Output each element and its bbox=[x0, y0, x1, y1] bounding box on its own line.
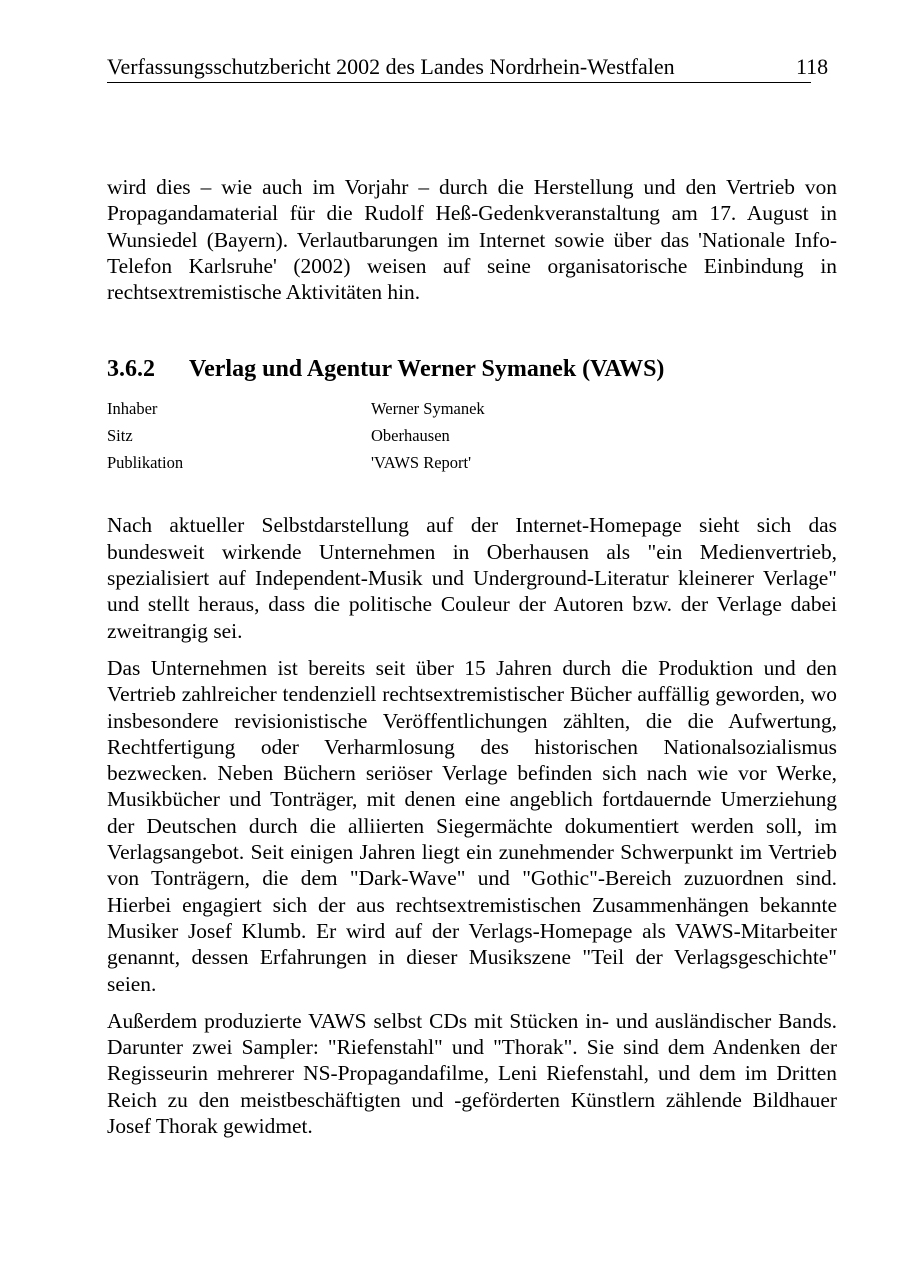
facts-row bbox=[107, 449, 485, 476]
header-title: Verfassungsschutzbericht 2002 des Landes Nordrhein-Westfalen bbox=[107, 54, 675, 79]
section-title: Verlag und Agentur Werner Symanek (VAWS) bbox=[189, 356, 665, 383]
page-content bbox=[107, 174, 837, 1139]
facts-table bbox=[107, 395, 485, 476]
fact-label: Inhaber bbox=[107, 399, 158, 419]
section-number: 3.6.2 bbox=[107, 356, 155, 383]
facts-row bbox=[107, 395, 485, 422]
page-number: 118 bbox=[796, 54, 829, 79]
page-header bbox=[107, 52, 811, 83]
fact-value: Oberhausen bbox=[371, 426, 450, 446]
section-heading bbox=[107, 353, 837, 385]
body-paragraph: Nach aktueller Selbstdarstellung auf der Internet-Homepage sieht sich das bundesweit wirkende Unternehmen in Oberhausen als "ein Medienvertrieb, spezialisiert auf Independent-Musik und Underground-Literatur kleinerer Verlage" und stellt heraus, dass die politische Couleur der Autoren bzw. der Verlage dabei zweitrangig sei. bbox=[107, 513, 837, 643]
body-paragraph: Das Unternehmen ist bereits seit über 15 Jahren durch die Produktion und den Vertrieb zahlreicher tendenziell rechtsextremistischer Bücher auffällig geworden, wo insbesondere revisionistische Veröffentlichungen zählten, die die Aufwertung, Rechtfertigung oder Verharmlosung des historischen Nationalsozialismus bezwecken. Neben Büchern seriöser Verlage befinden sich nach wie vor Werke, Musikbücher und Tonträger, mit denen eine angeblich fortdauernde Umerziehung der Deutschen durch die alliierten Siegermächte dokumentiert werden soll, im Verlagsangebot. Seit einigen Jahren liegt ein zunehmender Schwerpunkt im Vertrieb von Tonträgern, die dem "Dark-Wave" und "Gothic"-Bereich zuzuordnen sind. Hierbei engagiert sich der aus rechtsextremistischen Zusammenhängen bekannte Musiker Josef Klumb. Er wird auf der Verlags-Homepage als VAWS-Mitarbeiter genannt, dessen Erfahrungen in dieser Musikszene "Teil der Verlagsgeschichte" seien. bbox=[107, 655, 837, 996]
body-paragraph: Außerdem produzierte VAWS selbst CDs mit Stücken in- und ausländischer Bands. Darunter zwei Sampler: "Riefenstahl" und "Thorak". Sie sind dem Andenken der Regisseurin mehrerer NS-Propagandafilme, Leni Riefenstahl, und dem im Dritten Reich zu den meistbeschäftigten und -geförderten Künstlern zählende Bildhauer Josef Thorak gewidmet. bbox=[107, 1008, 837, 1139]
facts-row bbox=[107, 422, 485, 449]
fact-value: 'VAWS Report' bbox=[371, 453, 472, 473]
intro-paragraph: wird dies – wie auch im Vorjahr – durch die Herstellung und den Vertrieb von Propagandamaterial für die Rudolf Heß-Gedenkveranstaltung am 17. August in Wunsiedel (Bayern). Verlautbarungen im Internet sowie über das 'Nationale Info-Telefon Karlsruhe' (2002) weisen auf seine organisatorische Einbindung in rechtsextremistische Aktivitäten hin. bbox=[107, 175, 837, 305]
fact-label: Publikation bbox=[107, 453, 184, 473]
fact-label: Sitz bbox=[107, 426, 133, 446]
fact-value: Werner Symanek bbox=[371, 399, 485, 419]
